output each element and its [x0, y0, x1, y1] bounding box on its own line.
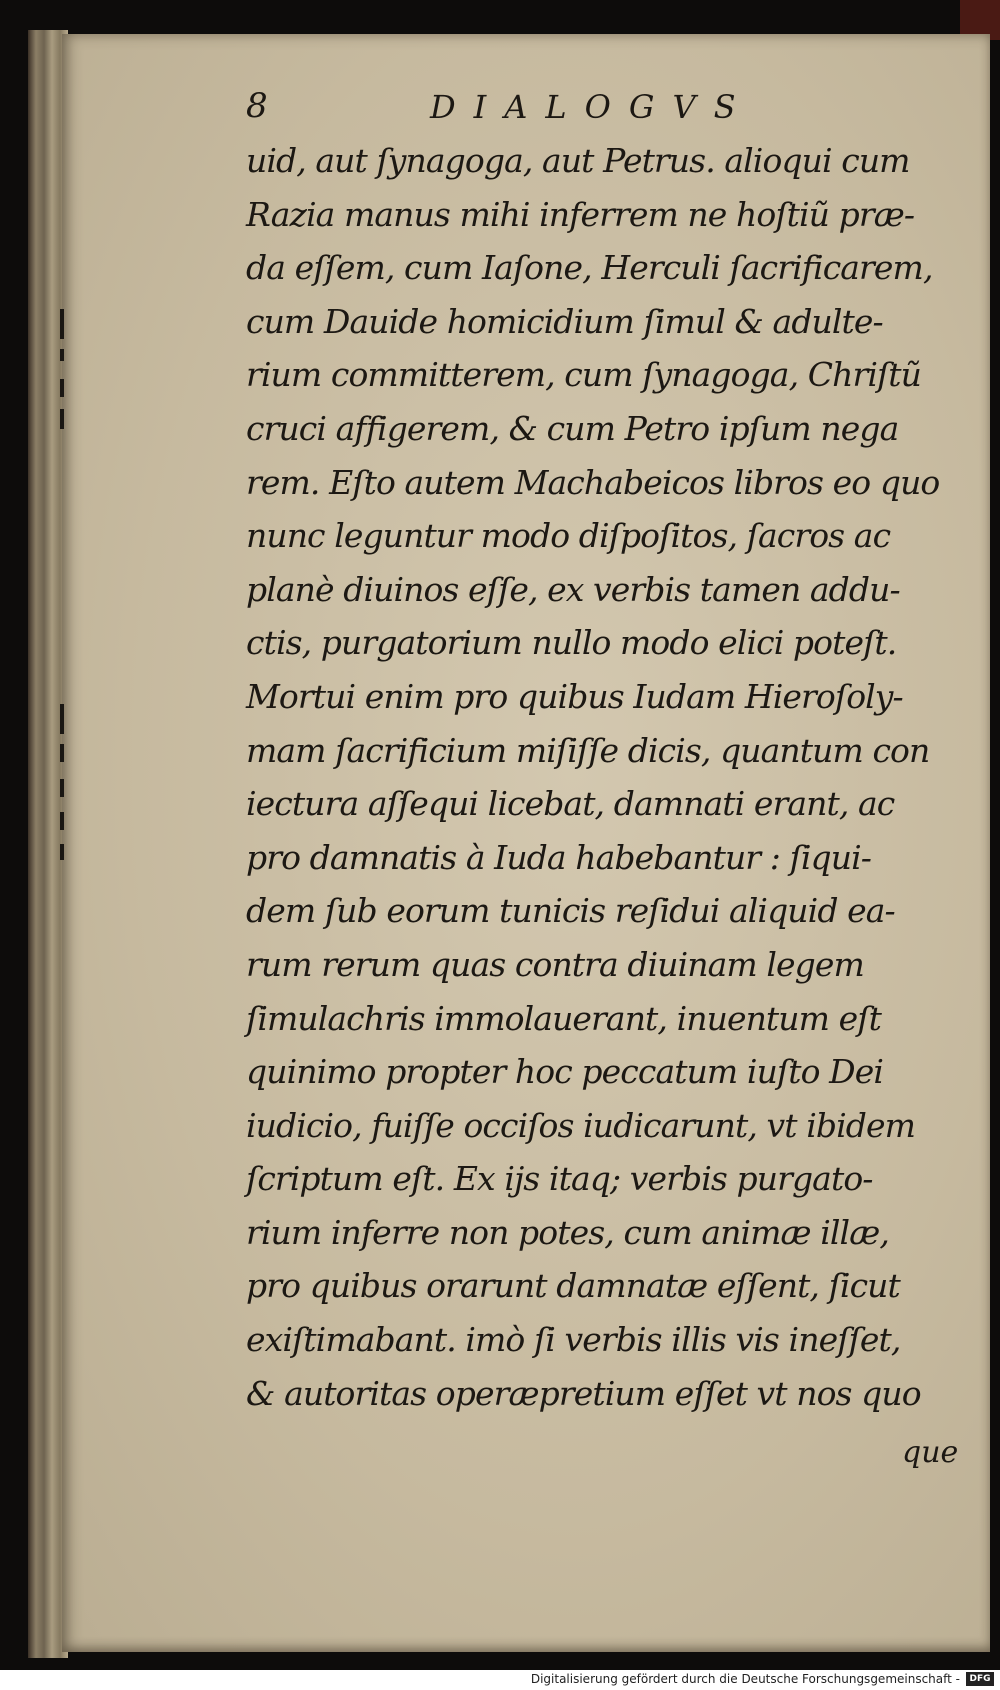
text-line: & autoritas operæpretium eſſet vt nos quo	[246, 1373, 921, 1413]
dfg-logo-icon: DFG	[966, 1672, 994, 1686]
text-line: mam ſacrificium miſiſſe dicis, quantum con	[246, 730, 930, 770]
running-head: DIALOGVS	[430, 88, 754, 126]
text-line: ctis, purgatorium nullo modo elici poteſt.	[246, 623, 897, 663]
text-line: quinimo propter hoc peccatum iuſto Dei	[246, 1052, 883, 1092]
text-line: rium committerem, cum ſynagoga, Chriſtũ	[246, 355, 922, 395]
text-line: nunc leguntur modo diſpoſitos, ſacros ac	[246, 516, 891, 556]
text-line: cum Dauide homicidium ſimul & adulte-	[246, 301, 883, 341]
edge-mark	[60, 704, 64, 734]
text-line: iudicio, fuiſſe occiſos iudicarunt, vt ibidem	[246, 1105, 915, 1145]
text-line: rium inferre non potes, cum animæ illæ,	[246, 1212, 889, 1252]
text-line: pro quibus orarunt damnatæ eſſent, ſicut	[246, 1266, 900, 1306]
text-line: cruci affigerem, & cum Petro ipſum nega	[246, 408, 899, 448]
edge-mark	[60, 309, 64, 339]
text-line: rem. Eſto autem Machabeicos libros eo quo	[246, 462, 940, 502]
text-line: uid, aut ſynagoga, aut Petrus. alioqui cum	[246, 141, 910, 180]
edge-mark	[60, 349, 64, 361]
page-header	[246, 86, 966, 136]
edge-mark	[60, 409, 64, 429]
text-line: planè diuinos eſſe, ex verbis tamen addu-	[246, 569, 900, 609]
text-line: da eſſem, cum Iaſone, Herculi ſacrificarem,	[246, 248, 933, 288]
text-line: iectura aſſequi licebat, damnati erant, ac	[246, 784, 895, 824]
edge-mark	[60, 812, 64, 830]
edge-mark	[60, 379, 64, 397]
edge-mark	[60, 779, 64, 797]
digitization-credit: Digitalisierung gefördert durch die Deutsche Forschungsgemeinschaft -	[530, 1672, 960, 1686]
text-line: ſimulachris immolauerant, inuentum eſt	[246, 998, 881, 1038]
text-line: dem ſub eorum tunicis reſidui aliquid ea-	[246, 891, 895, 931]
body-text	[246, 134, 966, 1420]
text-line: Mortui enim pro quibus Iudam Hieroſoly-	[246, 676, 903, 716]
text-line: exiſtimabant. imò ſi verbis illis vis ineſſet,	[246, 1320, 901, 1360]
page-number: 8	[246, 86, 268, 126]
edge-mark	[60, 844, 64, 860]
catchword: que	[902, 1435, 959, 1470]
text-line: Razia manus mihi inferrem ne hoſtiũ præ-	[246, 194, 915, 234]
text-line: rum rerum quas contra diuinam legem	[246, 944, 864, 984]
text-line: pro damnatis à Iuda habebantur : ſiqui-	[246, 837, 872, 877]
text-line: ſcriptum eſt. Ex ijs itaq; verbis purgato-	[246, 1159, 873, 1199]
edge-mark	[60, 744, 64, 762]
